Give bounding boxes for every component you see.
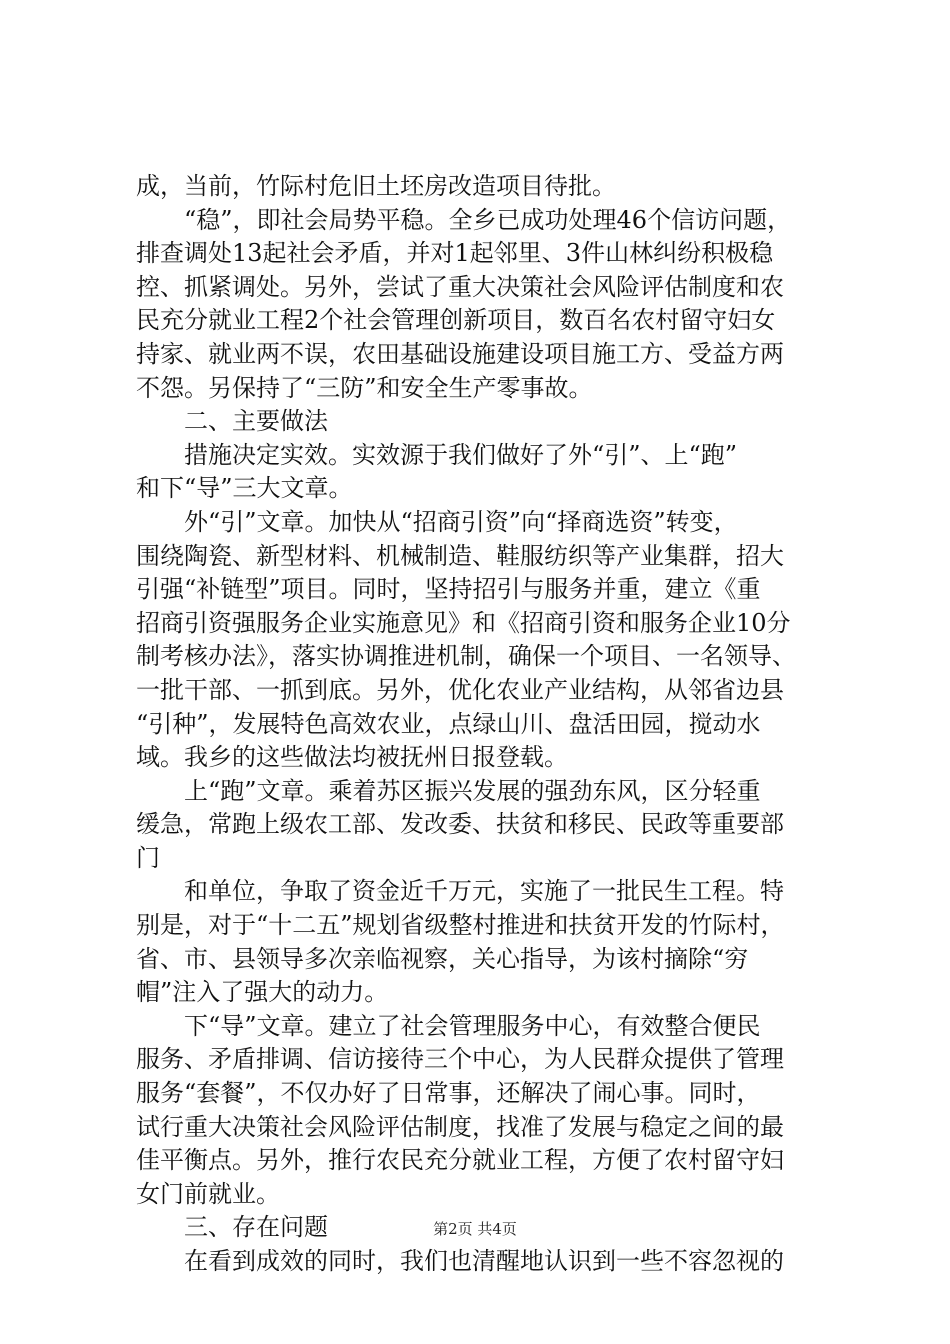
text-line: 和下“导”三大文章。 <box>136 474 353 503</box>
text-line: 措施决定实效。实效源于我们做好了外“引”、上“跑” <box>184 440 738 469</box>
text-line: 排查调处13起社会矛盾，并对1起邻里、3件山林纠纷积极稳 <box>136 239 774 268</box>
text-line: 民充分就业工程2个社会管理创新项目，数百名农村留守妇女 <box>136 306 776 335</box>
text-line: 别是，对于“十二五”规划省级整村推进和扶贫开发的竹际村， <box>136 911 785 940</box>
text-line: 成，当前，竹际村危旧土坯房改造项目待批。 <box>136 172 616 200</box>
text-line: 试行重大决策社会风险评估制度，找准了发展与稳定之间的最 <box>136 1112 784 1141</box>
text-line: 招商引资强服务企业实施意见》和《招商引资和服务企业10分 <box>136 608 791 637</box>
text-line: 控、抓紧调处。另外，尝试了重大决策社会风险评估制度和农 <box>136 272 784 301</box>
text-line: 女门前就业。 <box>136 1179 280 1208</box>
text-line: 引强“补链型”项目。同时，坚持招引与服务并重，建立《重 <box>136 575 761 604</box>
document-body <box>136 170 836 1279</box>
text-line: “引种”，发展特色高效农业，点绿山川、盘活田园，搅动水 <box>136 709 761 738</box>
text-line: 在看到成效的同时，我们也清醒地认识到一些不容忽视的 <box>184 1247 784 1275</box>
text-line: 上“跑”文章。乘着苏区振兴发展的强劲东风，区分轻重 <box>184 776 761 805</box>
text-line: 缓急，常跑上级农工部、发改委、扶贫和移民、民政等重要部 <box>136 810 784 839</box>
text-line: 和单位，争取了资金近千万元，实施了一批民生工程。特 <box>184 877 784 906</box>
text-line: 三、存在问题 <box>184 1213 328 1242</box>
text-line: 域。我乡的这些做法均被抚州日报登载。 <box>136 743 568 772</box>
text-line: 帽”注入了强大的动力。 <box>136 978 389 1007</box>
text-line: 不怨。另保持了“三防”和安全生产零事故。 <box>136 373 593 402</box>
page-footer: 第2页 共4页 <box>433 1220 517 1238</box>
text-line: 门 <box>136 843 160 872</box>
text-line: 省、市、县领导多次亲临视察，关心指导，为该村摘除“穷 <box>136 944 749 973</box>
text-line: 制考核办法》，落实协调推进机制，确保一个项目、一名领导、 <box>136 642 796 671</box>
text-line: 外“引”文章。加快从“招商引资”向“择商选资”转变， <box>184 507 738 536</box>
text-line: 服务、矛盾排调、信访接待三个中心，为人民群众提供了管理 <box>136 1045 784 1074</box>
text-line: 二、主要做法 <box>184 407 328 436</box>
text-line: 围绕陶瓷、新型材料、机械制造、鞋服纺织等产业集群，招大 <box>136 541 784 570</box>
text-line: 服务“套餐”，不仅办好了日常事，还解决了闹心事。同时， <box>136 1079 761 1108</box>
text-line: “稳”，即社会局势平稳。全乡已成功处理46个信访问题， <box>184 205 792 234</box>
text-line: 持家、就业两不误，农田基础设施建设项目施工方、受益方两 <box>136 339 784 368</box>
text-line: 佳平衡点。另外，推行农民充分就业工程，方便了农村留守妇 <box>136 1146 784 1175</box>
text-line: 一批干部、一抓到底。另外，优化农业产业结构，从邻省边县 <box>136 675 784 704</box>
text-line: 下“导”文章。建立了社会管理服务中心，有效整合便民 <box>184 1011 761 1040</box>
